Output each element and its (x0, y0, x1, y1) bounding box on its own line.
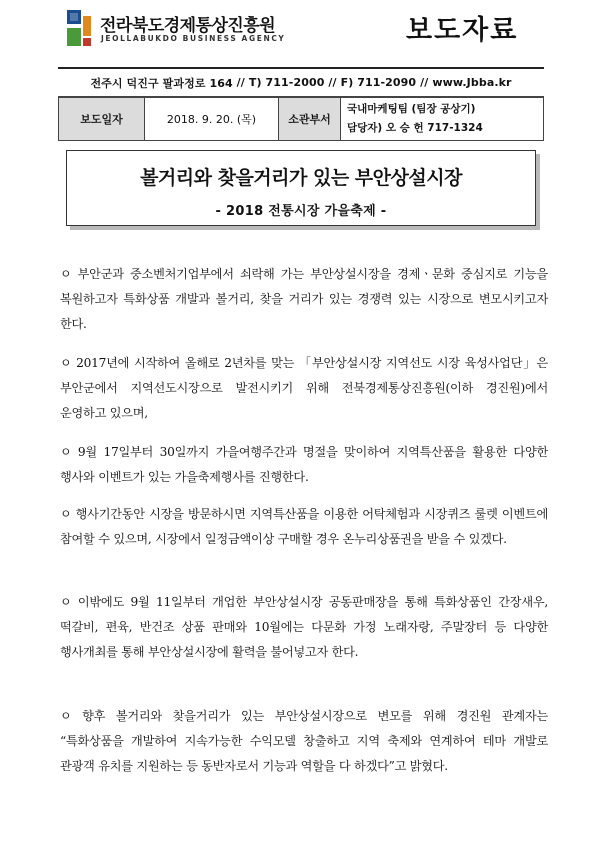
paragraph-text: 부안군과 중소벤처기업부에서 쇠락해 가는 부안상설시장을 경제ㆍ문화 중심지로 기능을 복원하고자 특화상품 개발과 볼거리, 찾을 거리가 있는 경쟁력 있는 시장으로 변모시키고자 한다. (60, 267, 548, 331)
bullet-marker: ㅇ (60, 445, 72, 459)
document-type-title: 보도자료 (406, 15, 519, 46)
contact-info-line (58, 67, 544, 97)
headline-box (66, 150, 536, 226)
headline-title: 볼거리와 찾을거리가 있는 부안상설시장 (140, 167, 462, 189)
bullet-marker: ㅇ (60, 595, 72, 609)
org-name-english: JEOLLABUKDO BUSINESS AGENCY (101, 34, 286, 43)
bullet-marker: ㅇ (60, 507, 72, 521)
paragraph (60, 262, 548, 337)
paragraph-text: 행사기간동안 시장을 방문하시면 지역특산품을 이용한 어탁체험과 시장퀴즈 룰렛 이벤트에 참여할 수 있으며, 시장에서 일정금액이상 구매할 경우 온누리상품권을 받을 수 있겠다. (60, 507, 548, 546)
dept-contact: 담당자) 오 승 헌 717-1324 (347, 122, 483, 134)
jbba-logo-icon (64, 6, 94, 50)
tel-text: T) 711-2000 (248, 76, 325, 89)
header (0, 0, 600, 62)
paragraph-text: 향후 볼거리와 찾을거리가 있는 부안상설시장으로 변모를 위해 경진원 관계자는 “특화상품을 개발하여 지속가능한 수익모델 창출하고 지역 축제와 연계하여 테마 개발로 관광객 유치를 지원하는 등 동반자로서 기능과 역할을 다 하겠다”고 밝혔다. (60, 709, 548, 773)
paragraph (60, 704, 548, 779)
bullet-marker: ㅇ (60, 267, 72, 281)
paragraph (60, 502, 548, 552)
dept-label: 소관부서 (279, 98, 341, 141)
paragraph-text: 9월 17일부터 30일까지 가을여행주간과 명절을 맞이하여 지역특산품을 활용한 다양한 행사와 이벤트가 있는 가을축제행사를 진행한다. (60, 445, 548, 484)
org-name-korean: 전라북도경제통상진흥원 (100, 16, 276, 36)
paragraph (60, 351, 548, 426)
date-value: 2018. 9. 20. (목) (145, 98, 279, 141)
website-link[interactable]: www.Jbba.kr (432, 76, 512, 89)
separator: // (324, 76, 341, 89)
paragraph-text: 이밖에도 9월 11일부터 개업한 부안상설시장 공동판매장을 통해 특화상품인 간장새우, 떡갈비, 편육, 반건조 상품 판매와 10월에는 다문화 가정 노래자랑, 주말장터 등 다양한 행사개최를 통해 부안상설시장에 활력을 불어넣고자 한다. (60, 595, 548, 659)
bullet-marker: ㅇ (60, 709, 72, 723)
paragraph (60, 590, 548, 665)
separator: // (232, 76, 249, 89)
dept-team: 국내마케팅팀 (팀장 공상기) (347, 103, 476, 115)
dept-value (341, 98, 544, 141)
separator: // (416, 76, 433, 89)
paragraph-text: 2017년에 시작하여 올해로 2년차를 맞는 「부안상설시장 지역선도 시장 육성사업단」은 부안군에서 지역선도시장으로 발전시키기 위해 전북경제통상진흥원(이하 경진원)에서 운영하고 있으며, (60, 356, 549, 420)
bullet-marker: ㅇ (60, 356, 72, 370)
paragraph (60, 440, 548, 490)
press-meta-table (58, 97, 544, 141)
address-text: 전주시 덕진구 팔과정로 164 (90, 76, 233, 90)
headline-subtitle: - 2018 전통시장 가을축제 - (215, 204, 387, 219)
fax-text: F) 711-2090 (340, 76, 417, 89)
date-label: 보도일자 (59, 98, 145, 141)
